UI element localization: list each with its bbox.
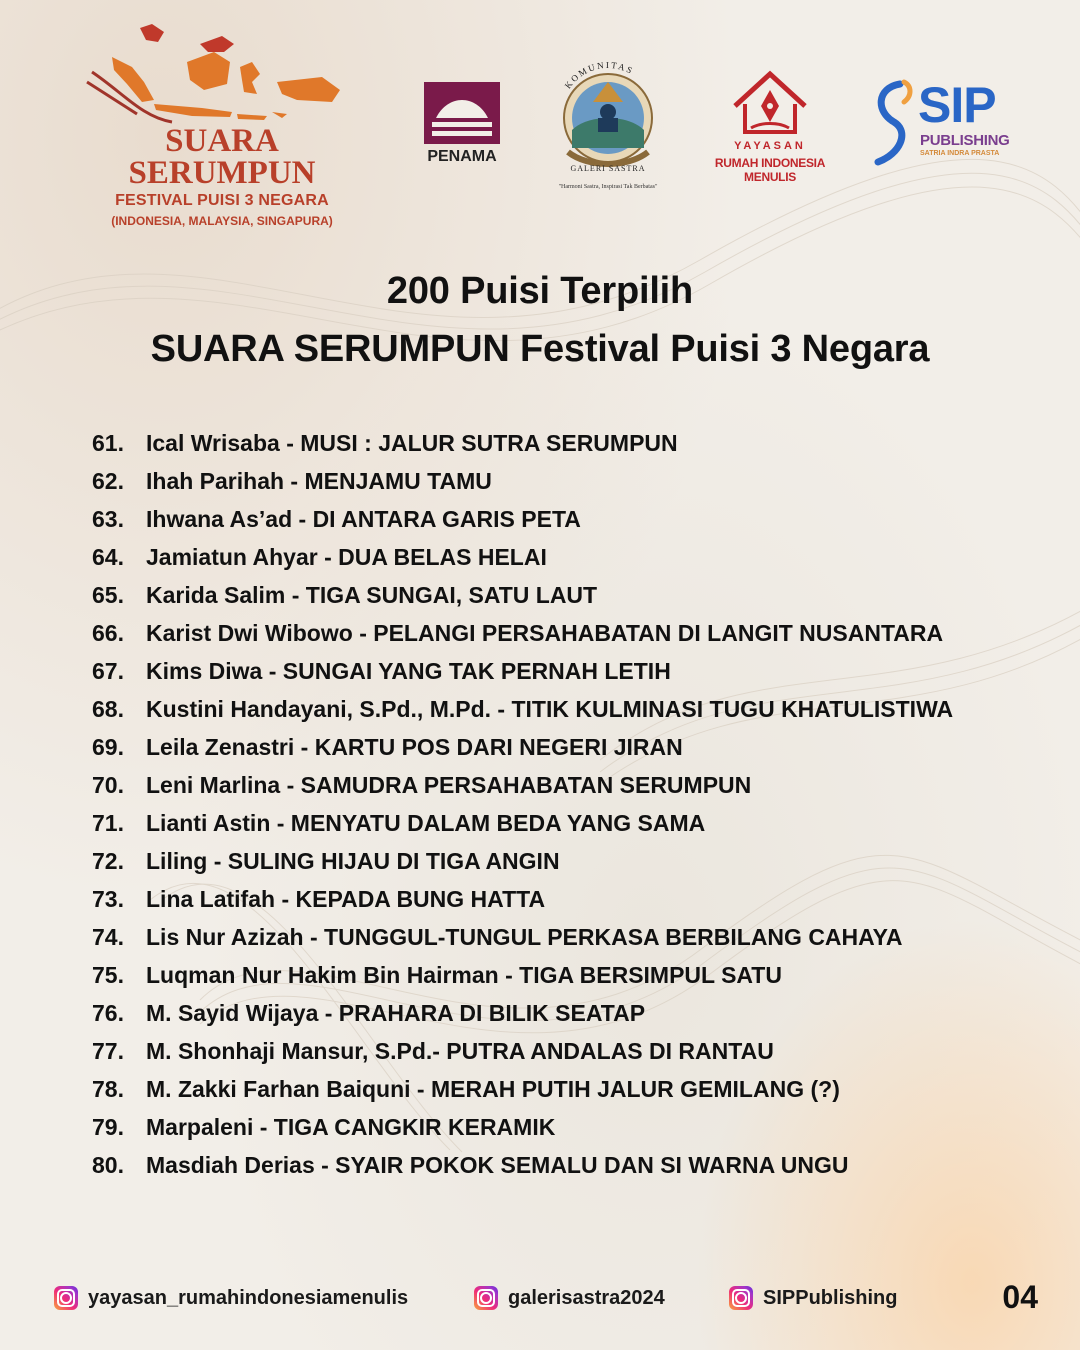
galeri-sastra-emblem-icon [548, 52, 668, 182]
yrim-prefix: YAYASAN [734, 140, 806, 152]
instagram-link-rumahindonesiamenulis[interactable] [54, 1285, 408, 1311]
item-number: 73. [92, 886, 124, 912]
logo-title-line1: SUARA [165, 123, 279, 159]
instagram-link-galerisastra[interactable] [474, 1285, 665, 1311]
instagram-link-sippublishing[interactable] [729, 1285, 897, 1311]
instagram-handle: yayasan_rumahindonesiamenulis [88, 1286, 409, 1309]
item-text: M. Sayid Wijaya - PRAHARA DI BILIK SEATAP [146, 1000, 646, 1026]
item-text: Kims Diwa - SUNGAI YANG TAK PERNAH LETIH [146, 658, 671, 684]
list-item [92, 614, 1052, 652]
list-item [92, 728, 1052, 766]
list-item [92, 462, 1052, 500]
penama-name: PENAMA [427, 148, 497, 165]
item-text: M. Zakki Farhan Baiquni - MERAH PUTIH JALUR GEMILANG (?) [146, 1076, 840, 1102]
item-number: 65. [92, 582, 124, 608]
sip-tagline: SATRIA INDRA PRASTA [920, 150, 1000, 157]
item-number: 66. [92, 620, 124, 646]
list-item [92, 424, 1052, 462]
item-text: Ical Wrisaba - MUSI : JALUR SUTRA SERUMPUN [146, 430, 678, 456]
archipelago-map-icon [82, 22, 362, 132]
page-title [0, 262, 1080, 378]
list-item [92, 956, 1052, 994]
instagram-icon [729, 1286, 753, 1310]
item-text: Masdiah Derias - SYAIR POKOK SEMALU DAN SI WARNA UNGU [146, 1152, 849, 1178]
list-item [92, 994, 1052, 1032]
item-number: 71. [92, 810, 124, 836]
sip-publishing-logo [870, 78, 1010, 168]
item-text: Lis Nur Azizah - TUNGGUL-TUNGUL PERKASA BERBILANG CAHAYA [146, 924, 903, 950]
item-text: Karist Dwi Wibowo - PELANGI PERSAHABATAN DI LANGIT NUSANTARA [146, 620, 944, 646]
list-item [92, 766, 1052, 804]
item-text: Lianti Astin - MENYATU DALAM BEDA YANG SAMA [146, 810, 706, 836]
item-text: Lina Latifah - KEPADA BUNG HATTA [146, 886, 546, 912]
item-text: Leni Marlina - SAMUDRA PERSAHABATAN SERUMPUN [146, 772, 752, 798]
instagram-icon [54, 1286, 78, 1310]
list-item [92, 1108, 1052, 1146]
sip-name: SIP [918, 77, 996, 133]
yrim-name: RUMAH INDONESIA MENULIS [714, 156, 826, 184]
item-number: 72. [92, 848, 124, 874]
item-number: 69. [92, 734, 124, 760]
logo-countries: (INDONESIA, MALAYSIA, SINGAPURA) [111, 214, 333, 228]
title-line2: SUARA SERUMPUN Festival Puisi 3 Negara [150, 328, 930, 370]
item-text: Leila Zenastri - KARTU POS DARI NEGERI JIRAN [146, 734, 683, 760]
penama-emblem-icon [418, 80, 506, 146]
item-number: 75. [92, 962, 124, 988]
item-number: 76. [92, 1000, 124, 1026]
page-number: 04 [1002, 1279, 1038, 1315]
galeri-arc-bottom: GALERI SASTRA [570, 164, 646, 173]
list-item [92, 538, 1052, 576]
house-pen-icon [695, 70, 845, 140]
sip-swoosh-icon [870, 78, 916, 166]
item-number: 63. [92, 506, 124, 532]
item-number: 74. [92, 924, 124, 950]
item-number: 62. [92, 468, 124, 494]
list-item [92, 918, 1052, 956]
sip-sub: PUBLISHING [920, 132, 1010, 149]
instagram-handle: SIPPublishing [763, 1286, 898, 1309]
item-number: 80. [92, 1152, 124, 1178]
list-item [92, 1146, 1052, 1184]
logo-title-line2: SERUMPUN [128, 155, 316, 191]
galeri-motto: "Harmoni Sastra, Inspirasi Tak Berbatas" [558, 184, 658, 190]
instagram-icon [474, 1286, 498, 1310]
rumah-indonesia-menulis-logo [695, 70, 845, 184]
poem-list [92, 424, 1052, 1184]
item-number: 67. [92, 658, 124, 684]
list-item [92, 576, 1052, 614]
item-number: 77. [92, 1038, 124, 1064]
instagram-handle: galerisastra2024 [508, 1286, 665, 1309]
item-number: 68. [92, 696, 124, 722]
item-number: 79. [92, 1114, 124, 1140]
galeri-sastra-logo [548, 52, 668, 202]
item-number: 78. [92, 1076, 124, 1102]
list-item [92, 880, 1052, 918]
suara-serumpun-logo [82, 22, 362, 237]
galeri-arc-top: KOMUNITAS [562, 59, 636, 91]
list-item [92, 500, 1052, 538]
item-text: Luqman Nur Hakim Bin Hairman - TIGA BERSIMPUL SATU [146, 962, 782, 988]
item-text: Liling - SULING HIJAU DI TIGA ANGIN [146, 848, 560, 874]
footer [0, 1277, 1080, 1317]
item-number: 61. [92, 430, 124, 456]
list-item [92, 804, 1052, 842]
logo-subtitle: FESTIVAL PUISI 3 NEGARA [115, 192, 329, 209]
item-number: 70. [92, 772, 124, 798]
item-text: Ihwana As’ad - DI ANTARA GARIS PETA [146, 506, 581, 532]
list-item [92, 690, 1052, 728]
item-text: Kustini Handayani, S.Pd., M.Pd. - TITIK KULMINASI TUGU KHATULISTIWA [146, 696, 954, 722]
title-line1: 200 Puisi Terpilih [386, 270, 694, 312]
list-item [92, 842, 1052, 880]
item-text: Jamiatun Ahyar - DUA BELAS HELAI [146, 544, 547, 570]
item-number: 64. [92, 544, 124, 570]
penama-logo [418, 80, 506, 170]
item-text: M. Shonhaji Mansur, S.Pd.- PUTRA ANDALAS DI RANTAU [146, 1038, 774, 1064]
list-item [92, 1070, 1052, 1108]
item-text: Ihah Parihah - MENJAMU TAMU [146, 468, 492, 494]
list-item [92, 652, 1052, 690]
item-text: Karida Salim - TIGA SUNGAI, SATU LAUT [146, 582, 598, 608]
item-text: Marpaleni - TIGA CANGKIR KERAMIK [146, 1114, 556, 1140]
list-item [92, 1032, 1052, 1070]
partner-logos-header [0, 0, 1080, 245]
